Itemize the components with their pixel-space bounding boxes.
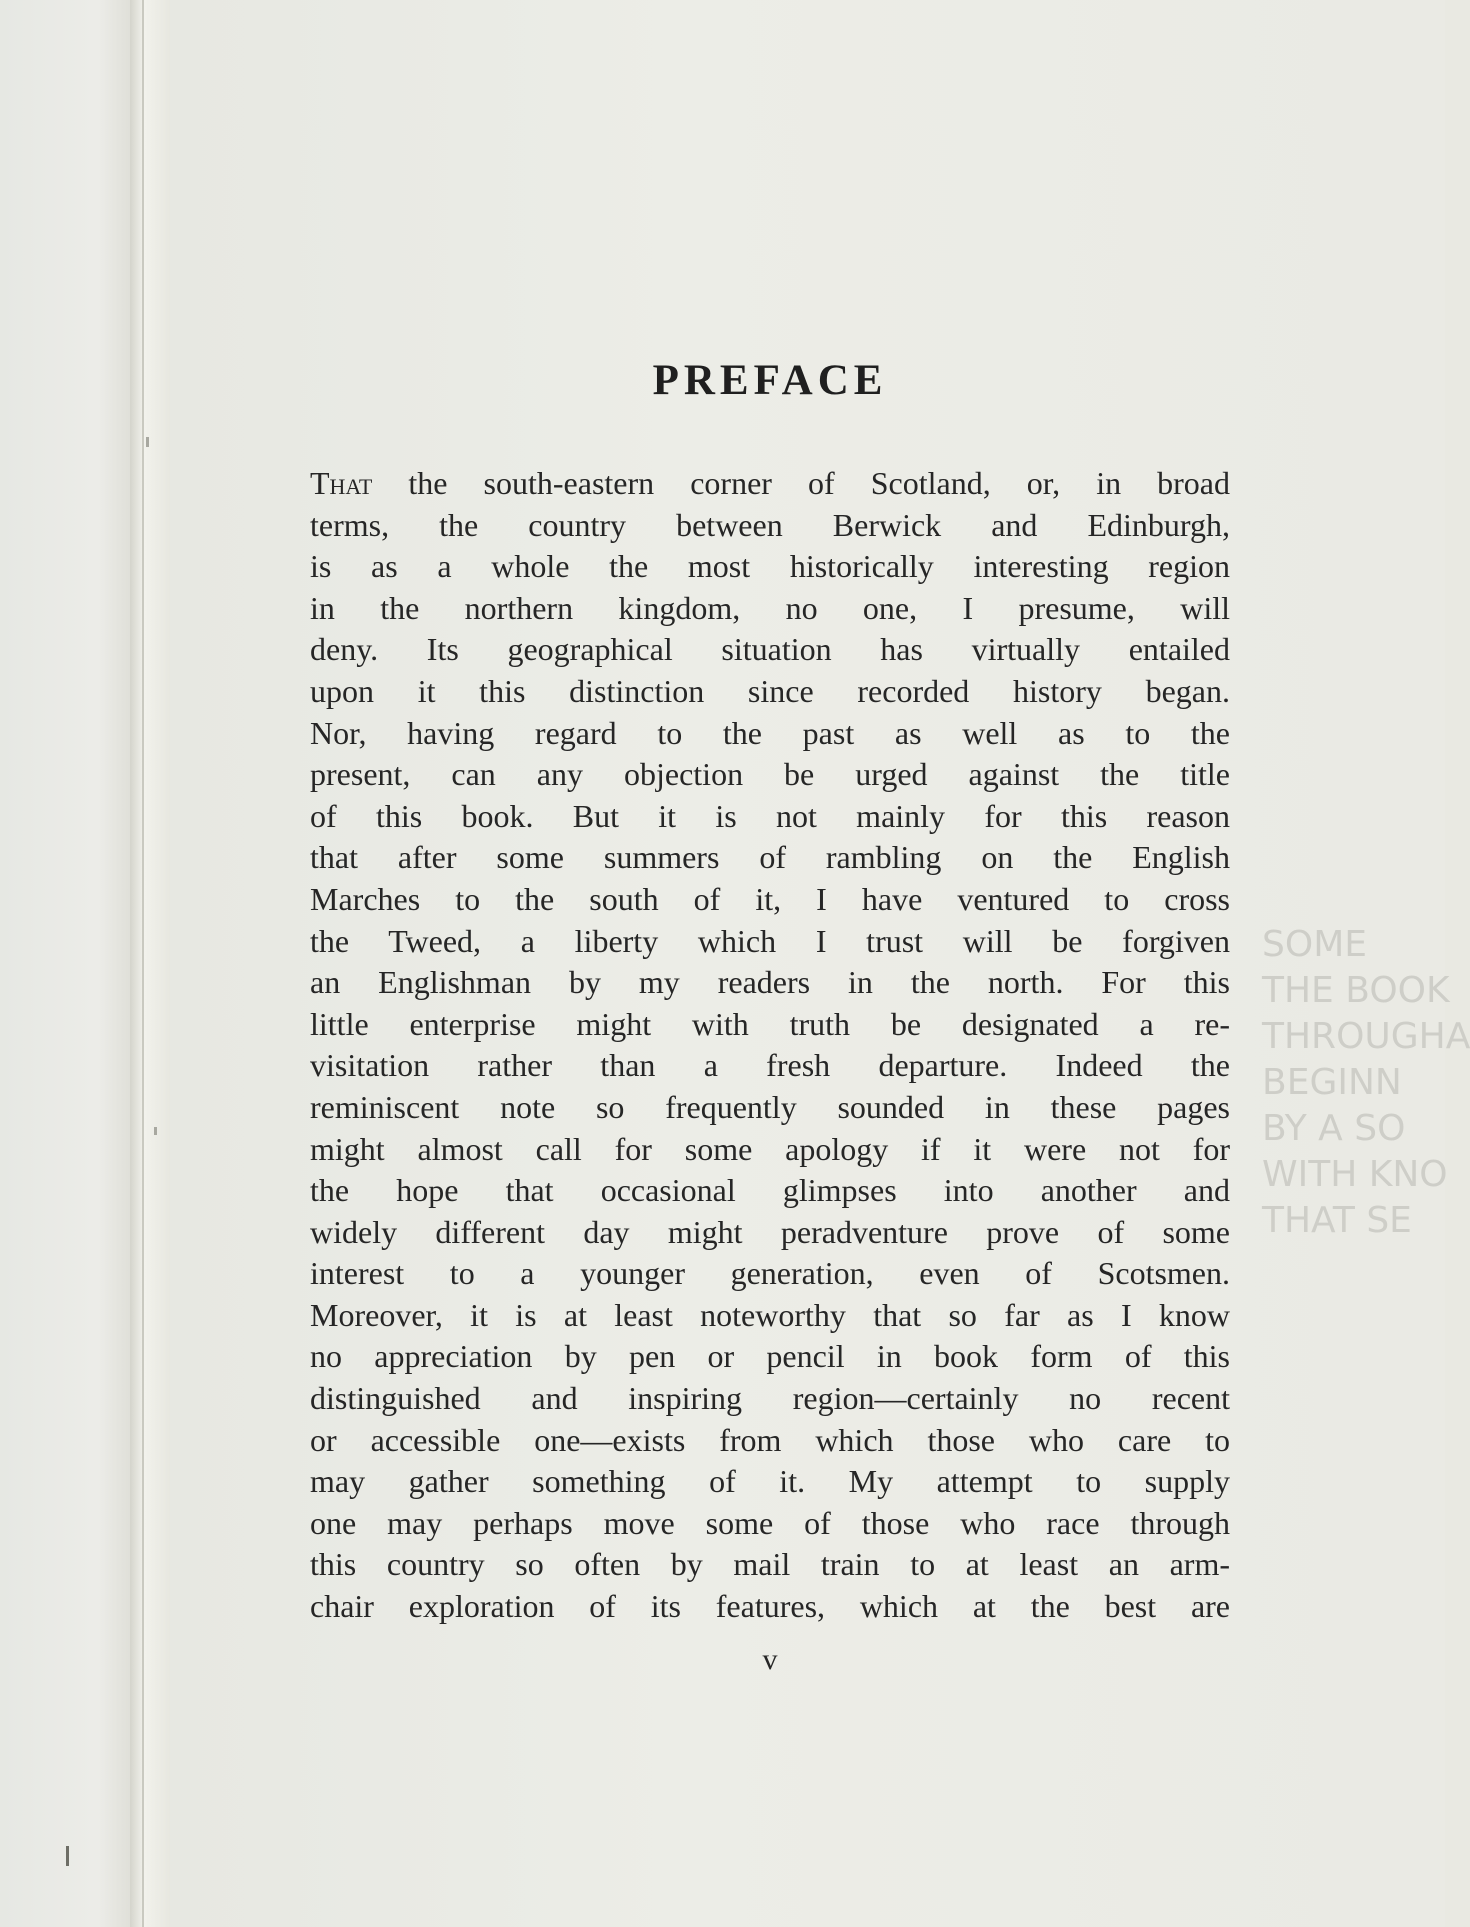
pencil-annotation-line: THAT SE [1262,1200,1412,1241]
text-line: deny. Its geographical situation has virtually entailed [310,631,1230,668]
text-line: terms, the country between Berwick and Edinburgh, [310,506,1230,543]
text-line: the Tweed, a liberty which I trust will be forgiven [310,922,1230,959]
text-line: chair exploration of its features, which at the best are [310,1588,1230,1625]
text-line: one may perhaps move some of those who race through [310,1504,1230,1541]
text-line: or accessible one—exists from which those who care to [310,1421,1230,1458]
pencil-annotation-line: THE BOOK [1262,970,1450,1011]
text-line: might almost call for some apology if it were not for [310,1130,1230,1167]
text-line: Nor, having regard to the past as well as to the [310,714,1230,751]
text-line: That the south-eastern corner of Scotland, or, in broad [310,465,1230,501]
text-line: of this book. But it is not mainly for this reason [310,797,1230,834]
page-number: v [762,1643,778,1676]
text-line: that after some summers of rambling on the English [310,839,1230,876]
preface-heading: PREFACE [652,357,888,404]
pencil-annotation-line: WITH KNO [1262,1154,1448,1195]
page-edge-mark [154,1127,157,1135]
text-line: an Englishman by my readers in the north. For this [310,964,1230,1001]
text-line: present, can any objection be urged against the title [310,756,1230,793]
text-line: this country so often by mail train to at least an arm- [310,1546,1230,1583]
book-gutter [130,0,170,1927]
text-line: interest to a younger generation, even of Scotsmen. [310,1255,1230,1292]
text-line: is as a whole the most historically interesting region [310,548,1230,585]
page-edge-mark [146,437,149,447]
pencil-annotation-line: BEGINN [1262,1062,1402,1103]
text-line: reminiscent note so frequently sounded in these pages [310,1088,1230,1125]
facing-page-left [0,0,140,1927]
text-line: no appreciation by pen or pencil in book form of this [310,1338,1230,1375]
text-line: upon it this distinction since recorded history began. [310,672,1230,709]
pencil-annotation-line: THROUGHA [1262,1016,1470,1057]
text-line: Moreover, it is at least noteworthy that so far as I know [310,1296,1230,1333]
page-edge-mark [66,1846,69,1866]
pencil-annotation-line: SOME [1262,924,1367,965]
text-line: the hope that occasional glimpses into another and [310,1172,1230,1209]
pencil-annotation-line: BY A SO [1262,1108,1406,1149]
text-line: in the northern kingdom, no one, I presume, will [310,589,1230,626]
text-line: visitation rather than a fresh departure. Indeed the [310,1047,1230,1084]
preface-body [310,463,1230,1628]
text-line: widely different day might peradventure prove of some [310,1213,1230,1250]
text-line: little enterprise might with truth be designated a re- [310,1005,1230,1042]
drop-first-word: That [310,465,373,501]
text-line: distinguished and inspiring region—certainly no recent [310,1380,1230,1417]
pencil-annotation [1262,922,1470,1244]
text-line: may gather something of it. My attempt to supply [310,1463,1230,1500]
text-line: Marches to the south of it, I have ventured to cross [310,880,1230,917]
gutter-fold-line [142,0,144,1927]
